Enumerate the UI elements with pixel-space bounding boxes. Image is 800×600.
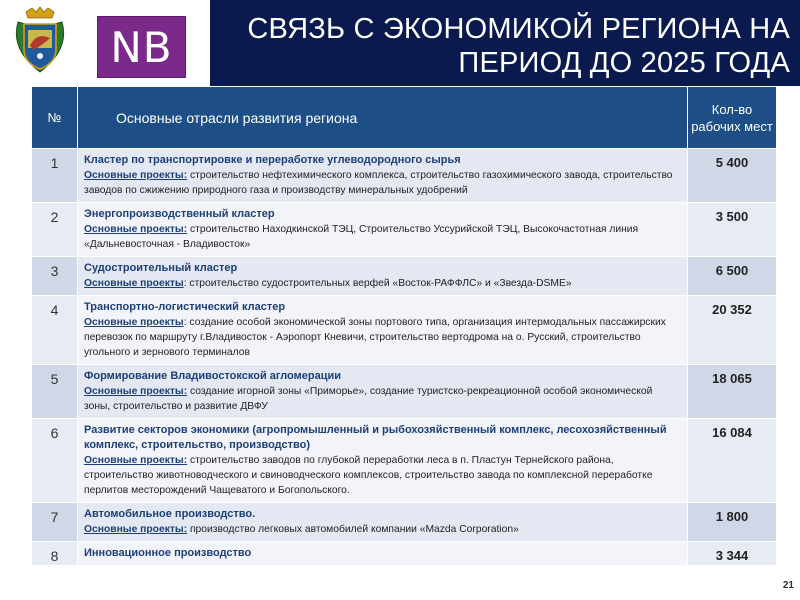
- cluster-title: Судостроительный кластер: [84, 262, 238, 274]
- coat-of-arms-icon: [12, 6, 68, 76]
- page-number: 21: [782, 580, 794, 591]
- sector-cell: [78, 257, 688, 296]
- row-number: 5: [32, 365, 78, 419]
- column-header-jobs: Кол-во рабочих мест: [688, 87, 777, 149]
- jobs-count: 5 400: [688, 149, 777, 203]
- jobs-count: 16 084: [688, 419, 777, 503]
- table-header-row: [32, 87, 777, 149]
- projects-text: строительство заводов по глубокой переработки леса в п. Пластун Тернейского района, строительство животноводческого и свиноводческого комплексов, строительство завода по комплексной переработке перлитов месторождений Чащеватого и Богопольского.: [84, 455, 653, 496]
- cluster-title: Энергопроизводственный кластер: [84, 208, 275, 220]
- regional-economy-table-container: [31, 86, 776, 600]
- table-row: [32, 365, 777, 419]
- row-number: 2: [32, 203, 78, 257]
- sector-cell: [78, 149, 688, 203]
- jobs-count: 18 065: [688, 365, 777, 419]
- projects-label: Основные проекты:: [84, 524, 188, 535]
- cluster-title: Кластер по транспортировке и переработке углеводородного сырья: [84, 154, 461, 166]
- title-line-1: СВЯЗЬ С ЭКОНОМИКОЙ РЕГИОНА НА: [247, 13, 790, 45]
- column-header-sectors: Основные отрасли развития региона: [78, 87, 688, 149]
- jobs-count: 1 800: [688, 503, 777, 542]
- cluster-title: Автомобильное производство.: [84, 508, 256, 520]
- table-row: [32, 149, 777, 203]
- sector-cell: [78, 542, 688, 566]
- projects-label: Основные проекты: [84, 278, 184, 289]
- jobs-count: 6 500: [688, 257, 777, 296]
- cluster-title: Инновационное производство: [84, 547, 252, 559]
- sector-cell: [78, 503, 688, 542]
- projects-text: строительство нефтехимического комплекса, строительство газохимического завода, строительство заводов по сжижению природного газа и производству минеральных удобрений: [84, 170, 673, 196]
- projects-text: : создание особой экономической зоны портового типа, организация интермодальных пассажирских перевозок по маршруту г.Владивосток - Аэропорт Кневичи, строительство вертодрома на о. Русский, строительство угольного и зернового терминалов: [84, 317, 666, 358]
- title-line-2: ПЕРИОД ДО 2025 ГОДА: [458, 47, 790, 79]
- row-number: 6: [32, 419, 78, 503]
- table-row: [32, 257, 777, 296]
- cluster-title: Развитие секторов экономики (агропромышленный и рыбохозяйственный комплекс, лесохозяйственный комплекс, строительство, производство): [84, 424, 667, 451]
- table-row: [32, 542, 777, 566]
- table-row: [32, 296, 777, 365]
- row-number: 1: [32, 149, 78, 203]
- cluster-title: Транспортно-логистический кластер: [84, 301, 286, 313]
- nb-badge: NB: [97, 16, 186, 78]
- projects-label: Основные проекты:: [84, 386, 188, 397]
- projects-text: производство легковых автомобилей компании «Mazda Corporation»: [187, 524, 519, 535]
- projects-label: Основные проекты:: [84, 455, 188, 466]
- cluster-title: Формирование Владивостокской агломерации: [84, 370, 341, 382]
- table-row: [32, 503, 777, 542]
- regional-economy-table: [31, 86, 776, 566]
- table-body: [32, 149, 777, 566]
- table-row: [32, 203, 777, 257]
- projects-text: создание игорной зоны «Приморье», создание туристско-рекреационной особой экономической зоны, строительство и развитие ДВФУ: [84, 386, 653, 412]
- table-row: [32, 419, 777, 503]
- sector-cell: [78, 296, 688, 365]
- jobs-count: 3 344: [688, 542, 777, 566]
- projects-label: Основные проекты:: [84, 224, 188, 235]
- sector-cell: [78, 203, 688, 257]
- projects-text: строительство Находкинской ТЭЦ, Строительство Уссурийской ТЭЦ, Высокочастотная линия «Дальневосточная - Владивосток»: [84, 224, 639, 250]
- row-number: 4: [32, 296, 78, 365]
- jobs-count: 3 500: [688, 203, 777, 257]
- row-number: 3: [32, 257, 78, 296]
- sector-cell: [78, 419, 688, 503]
- row-number: 8: [32, 542, 78, 566]
- projects-text: : строительство судостроительных верфей «Восток-РАФФЛС» и «Звезда-DSME»: [183, 278, 572, 289]
- page-title: [210, 0, 800, 86]
- column-header-number: №: [32, 87, 78, 149]
- jobs-count: 20 352: [688, 296, 777, 365]
- sector-cell: [78, 365, 688, 419]
- projects-label: Основные проекты: [84, 317, 184, 328]
- row-number: 7: [32, 503, 78, 542]
- projects-label: Основные проекты:: [84, 170, 188, 181]
